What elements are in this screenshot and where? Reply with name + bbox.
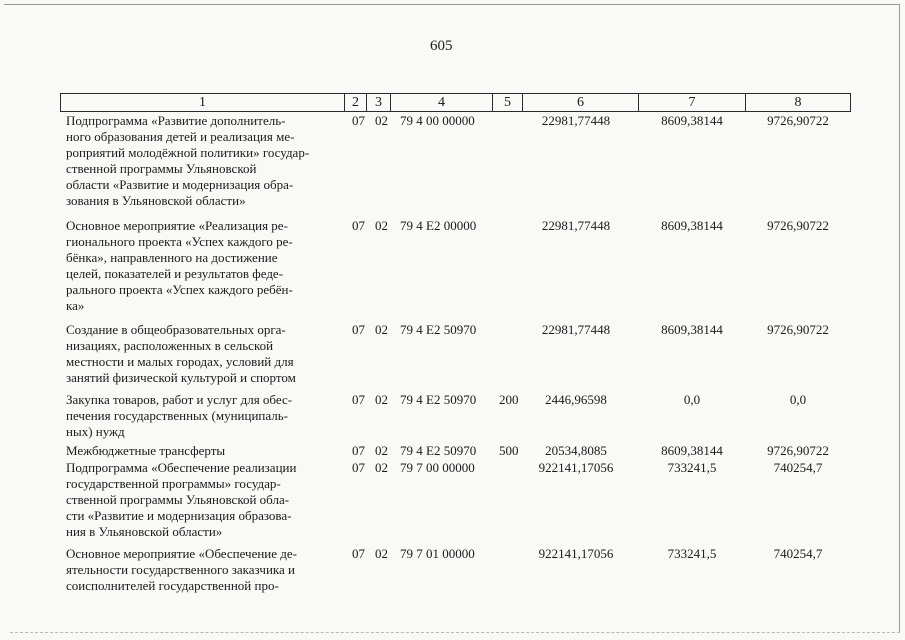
- header-col-4: 4: [391, 94, 493, 111]
- desc-line: Межбюджетные трансферты: [66, 443, 226, 458]
- cell-expense-type: 500: [499, 443, 519, 458]
- page-number: 605: [430, 38, 453, 54]
- desc-line: Создание в общеобразовательных орга-: [66, 322, 286, 337]
- cell-section: 07: [352, 218, 365, 233]
- header-col-8: 8: [794, 95, 802, 110]
- desc-line: занятий физической культурой и спортом: [66, 370, 296, 385]
- cell-amount-1: 22981,77448: [541, 322, 611, 337]
- page-bottom-edge: [10, 632, 900, 633]
- header-col-3: 3: [367, 94, 391, 111]
- cell-amount-2: 8609,38144: [661, 218, 723, 233]
- row-description: [66, 218, 341, 314]
- desc-line: целей, показателей и результатов феде-: [66, 266, 284, 281]
- cell-subsection: 02: [375, 443, 388, 458]
- cell-amount-3: 9726,90722: [767, 322, 829, 337]
- cell-amount-1: 22981,77448: [541, 113, 611, 128]
- cell-subsection: 02: [375, 218, 388, 233]
- cell-amount-2: 733241,5: [667, 546, 717, 561]
- cell-subsection: 02: [375, 392, 388, 407]
- cell-amount-2: 8609,38144: [661, 113, 723, 128]
- header-col-7: 7: [639, 94, 746, 111]
- cell-amount-3: 740254,7: [773, 460, 823, 475]
- cell-section: 07: [352, 322, 365, 337]
- cell-amount-1: 20534,8085: [545, 443, 607, 458]
- row-description: [66, 392, 341, 440]
- cell-subsection: 02: [375, 460, 388, 475]
- desc-line: роприятий молодёжной политики» государ-: [66, 145, 310, 160]
- cell-target-article: 79 4 E2 50970: [400, 392, 477, 407]
- cell-amount-2: 733241,5: [667, 460, 717, 475]
- cell-amount-1: 922141,17056: [538, 460, 614, 475]
- cell-subsection: 02: [375, 113, 388, 128]
- row-description: [66, 322, 341, 386]
- desc-line: ка»: [66, 298, 85, 313]
- cell-amount-1: 2446,96598: [545, 392, 607, 407]
- cell-subsection: 02: [375, 546, 388, 561]
- desc-line: гионального проекта «Успех каждого ре-: [66, 234, 293, 249]
- desc-line: низациях, расположенных в сельской: [66, 338, 274, 353]
- cell-amount-3: 9726,90722: [767, 218, 829, 233]
- row-description: [66, 443, 341, 459]
- cell-target-article: 79 4 E2 50970: [400, 322, 477, 337]
- desc-line: ния в Ульяновской области»: [66, 524, 223, 539]
- cell-section: 07: [352, 443, 365, 458]
- desc-line: Закупка товаров, работ и услуг для обес-: [66, 392, 293, 407]
- cell-amount-1: 22981,77448: [541, 218, 611, 233]
- cell-amount-3: 9726,90722: [767, 113, 829, 128]
- desc-line: Подпрограмма «Обеспечение реализации: [66, 460, 297, 475]
- header-col-1: 1: [61, 94, 345, 111]
- desc-line: Подпрограмма «Развитие дополнитель-: [66, 113, 286, 128]
- cell-target-article: 79 4 00 00000: [400, 113, 475, 128]
- cell-section: 07: [352, 546, 365, 561]
- cell-amount-3: 9726,90722: [767, 443, 829, 458]
- table-header: [60, 93, 851, 112]
- desc-line: рального проекта «Успех каждого ребён-: [66, 282, 293, 297]
- row-description: [66, 113, 341, 209]
- cell-expense-type: 200: [499, 392, 519, 407]
- desc-line: зования в Ульяновской области»: [66, 193, 246, 208]
- desc-line: ственной программы Ульяновской обла-: [66, 492, 290, 507]
- cell-amount-2: 0,0: [683, 392, 701, 407]
- desc-line: бёнка», направленного на достижение: [66, 250, 278, 265]
- desc-line: ных) нужд: [66, 424, 125, 439]
- desc-line: ятельности государственного заказчика и: [66, 562, 295, 577]
- cell-target-article: 79 4 E2 00000: [400, 218, 477, 233]
- cell-subsection: 02: [375, 322, 388, 337]
- header-col-5: 5: [493, 94, 523, 111]
- cell-section: 07: [352, 460, 365, 475]
- desc-line: сти «Развитие и модернизация образова-: [66, 508, 292, 523]
- header-col-6: 6: [523, 94, 639, 111]
- desc-line: Основное мероприятие «Реализация ре-: [66, 218, 288, 233]
- cell-amount-2: 8609,38144: [661, 443, 723, 458]
- header-col-2: 2: [345, 94, 367, 111]
- desc-line: местности и малых городах, условий для: [66, 354, 294, 369]
- cell-section: 07: [352, 113, 365, 128]
- cell-section: 07: [352, 392, 365, 407]
- cell-amount-1: 922141,17056: [538, 546, 614, 561]
- desc-line: ного образования детей и реализация ме-: [66, 129, 295, 144]
- desc-line: соисполнителей государственной про-: [66, 578, 279, 593]
- row-description: [66, 546, 341, 594]
- cell-target-article: 79 7 01 00000: [400, 546, 475, 561]
- cell-amount-3: 0,0: [789, 392, 807, 407]
- cell-target-article: 79 4 E2 50970: [400, 443, 477, 458]
- cell-target-article: 79 7 00 00000: [400, 460, 475, 475]
- desc-line: области «Развитие и модернизация обра-: [66, 177, 294, 192]
- desc-line: ственной программы Ульяновской: [66, 161, 257, 176]
- cell-amount-3: 740254,7: [773, 546, 823, 561]
- row-description: [66, 460, 341, 540]
- desc-line: государственной программы» государ-: [66, 476, 281, 491]
- desc-line: печения государственных (муниципаль-: [66, 408, 289, 423]
- desc-line: Основное мероприятие «Обеспечение де-: [66, 546, 297, 561]
- cell-amount-2: 8609,38144: [661, 322, 723, 337]
